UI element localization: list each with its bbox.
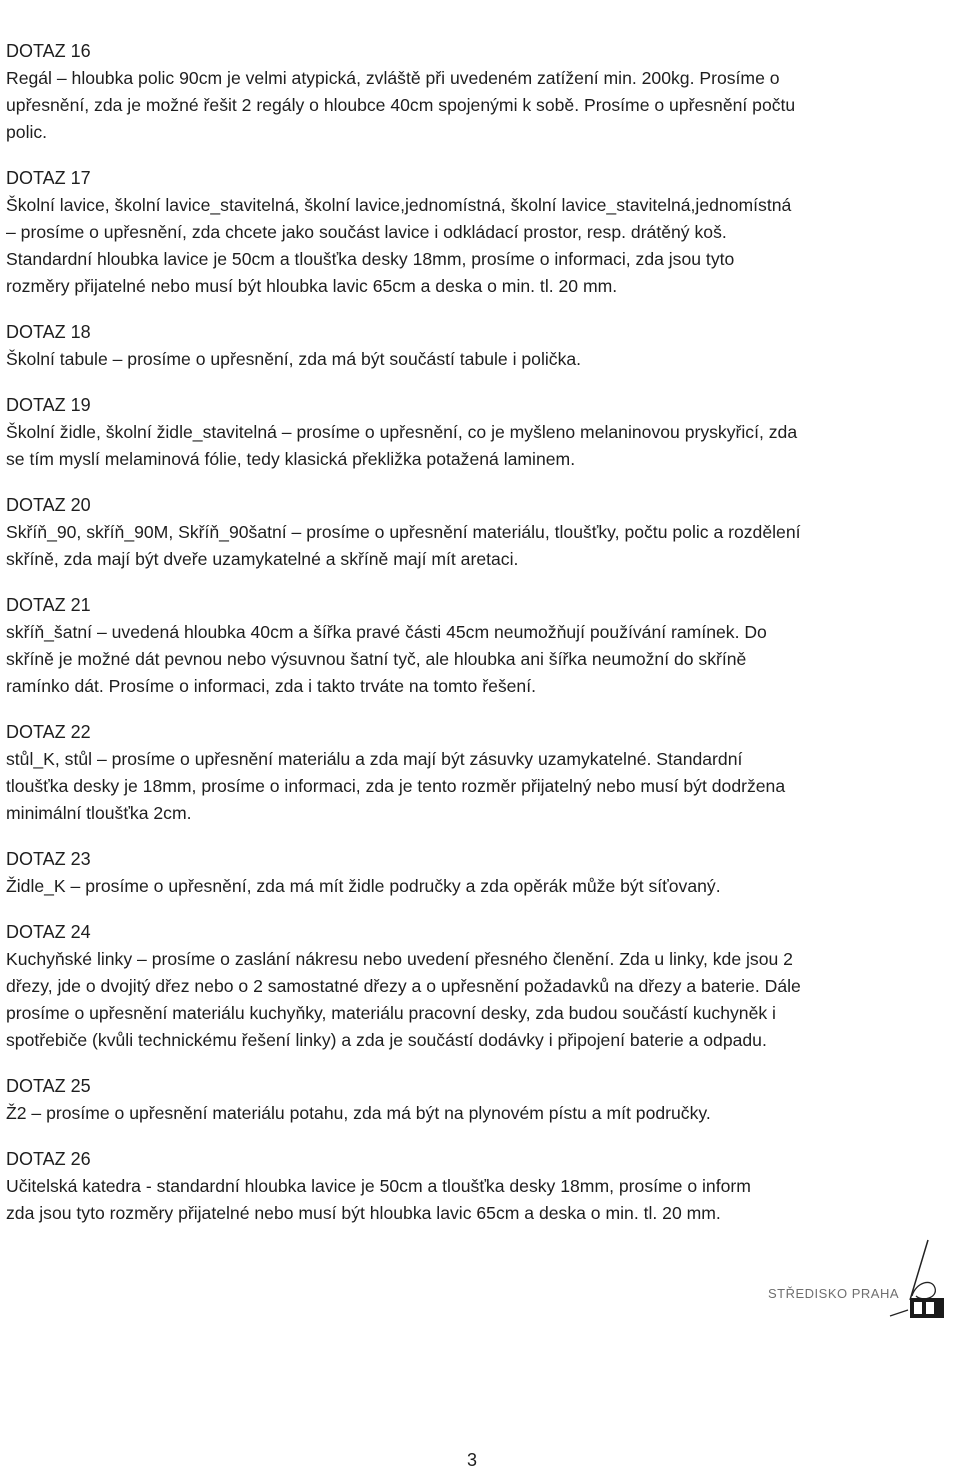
question-text-line: rozměry přijatelné nebo musí být hloubka lavic 65cm a deska o min. tl. 20 mm. — [6, 276, 618, 296]
question-section — [6, 919, 956, 1054]
question-title: DOTAZ 21 — [6, 595, 91, 615]
question-title: DOTAZ 17 — [6, 168, 91, 188]
question-title: DOTAZ 23 — [6, 849, 91, 869]
question-text-line: skříně, zda mají být dveře uzamykatelné a skříně mají mít aretaci. — [6, 549, 519, 569]
question-text-line: – prosíme o upřesnění, zda chcete jako součást lavice i odkládací prostor, resp. drátěný koš. — [6, 222, 727, 242]
question-section — [6, 846, 956, 900]
page-number: 3 — [467, 1450, 478, 1470]
question-title: DOTAZ 24 — [6, 922, 91, 942]
question-title: DOTAZ 26 — [6, 1149, 91, 1169]
question-title: DOTAZ 19 — [6, 395, 91, 415]
question-text-line: Učitelská katedra - standardní hloubka lavice je 50cm a tloušťka desky 18mm, prosíme o inform — [6, 1176, 751, 1196]
question-text-line: ramínko dát. Prosíme o informaci, zda i takto trváte na tomto řešení. — [6, 676, 536, 696]
question-section — [6, 319, 956, 373]
question-title: DOTAZ 22 — [6, 722, 91, 742]
question-text-line: minimální tloušťka 2cm. — [6, 803, 192, 823]
question-text-line: Školní lavice, školní lavice_stavitelná, školní lavice,jednomístná, školní lavice_stavitelná,jednomístná — [6, 195, 792, 215]
question-text-line: stůl_K, stůl – prosíme o upřesnění materiálu a zda mají být zásuvky uzamykatelné. Standardní — [6, 749, 743, 769]
question-text-line: Standardní hloubka lavice je 50cm a tloušťka desky 18mm, prosíme o informaci, zda jsou tyto — [6, 249, 735, 269]
question-section — [6, 1146, 956, 1227]
question-text-line: Ž2 – prosíme o upřesnění materiálu potahu, zda má být na plynovém pístu a mít područky. — [6, 1103, 711, 1123]
question-section — [6, 592, 956, 700]
stamp-text: STŘEDISKO PRAHA — [768, 1286, 900, 1301]
document-body — [6, 38, 956, 1246]
question-text-line: se tím myslí melaminová fólie, tedy klasická překližka potažená laminem. — [6, 449, 576, 469]
question-text-line: tloušťka desky je 18mm, prosíme o informaci, zda je tento rozměr přijatelný nebo musí být dodržena — [6, 776, 786, 796]
question-title: DOTAZ 25 — [6, 1076, 91, 1096]
question-text-line: Skříň_90, skříň_90M, Skříň_90šatní – prosíme o upřesnění materiálu, tloušťky, počtu polic a rozdělení — [6, 522, 801, 542]
question-text-line: skříň_šatní – uvedená hloubka 40cm a šířka pravé části 45cm neumožňují používání ramínek. Do — [6, 622, 767, 642]
question-text-line: Kuchyňské linky – prosíme o zaslání nákresu nebo uvedení přesného členění. Zda u linky, kde jsou 2 — [6, 949, 793, 969]
question-section — [6, 492, 956, 573]
signature-stamp-icon — [880, 1238, 958, 1320]
question-text-line: Školní židle, školní židle_stavitelná – prosíme o upřesnění, co je myšleno melaninovou pryskyřicí, zda — [6, 422, 798, 442]
question-text-line: polic. — [6, 122, 48, 142]
question-text-line: Židle_K – prosíme o upřesnění, zda má mít židle područky a zda opěrák může být síťovaný. — [6, 876, 721, 896]
question-text-line: spotřebiče (kvůli technickému řešení linky) a zda je součástí dodávky i připojení baterie a odpadu. — [6, 1030, 767, 1050]
question-title: DOTAZ 16 — [6, 41, 91, 61]
question-section — [6, 1073, 956, 1127]
question-text-line: upřesnění, zda je možné řešit 2 regály o hloubce 40cm spojenými k sobě. Prosíme o upřesnění počtu — [6, 95, 796, 115]
question-section — [6, 38, 956, 146]
question-section — [6, 719, 956, 827]
question-text-line: Regál – hloubka polic 90cm je velmi atypická, zvláště při uvedeném zatížení min. 200kg. Prosíme o — [6, 68, 780, 88]
question-title: DOTAZ 20 — [6, 495, 91, 515]
question-title: DOTAZ 18 — [6, 322, 91, 342]
question-text-line: dřezy, jde o dvojitý dřez nebo o 2 samostatné dřezy a o upřesnění požadavků na dřezy a baterie. Dále — [6, 976, 801, 996]
question-text-line: prosíme o upřesnění materiálu kuchyňky, materiálu pracovní desky, zda budou součástí kuchyněk i — [6, 1003, 776, 1023]
question-section — [6, 165, 956, 300]
question-text-line: zda jsou tyto rozměry přijatelné nebo musí být hloubka lavic 65cm a deska o min. tl. 20 mm. — [6, 1203, 721, 1223]
question-text-line: skříně je možné dát pevnou nebo výsuvnou šatní tyč, ale hloubka ani šířka neumožní do skříně — [6, 649, 747, 669]
question-section — [6, 392, 956, 473]
question-text-line: Školní tabule – prosíme o upřesnění, zda má být součástí tabule i polička. — [6, 349, 582, 369]
